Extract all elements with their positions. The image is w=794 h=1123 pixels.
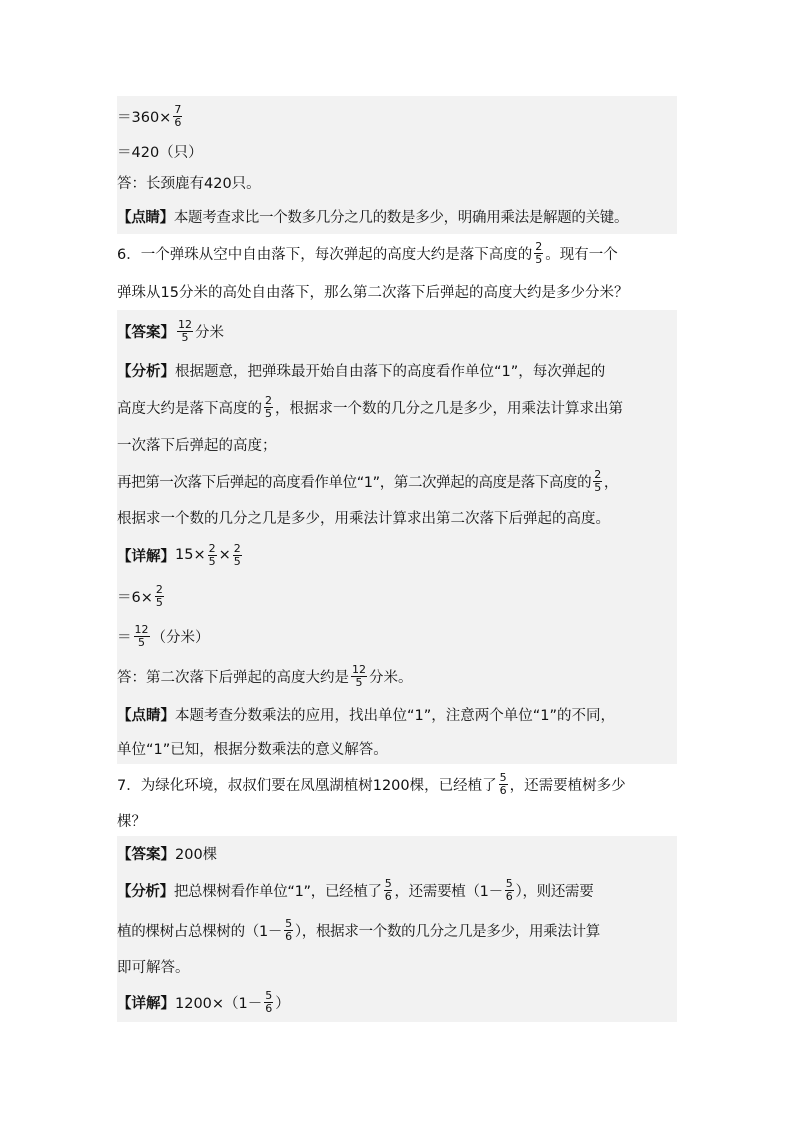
question-6-line-2: 弹珠从15分米的高处自由落下，那么第二次落下后弹起的高度大约是多少分米？: [117, 284, 629, 301]
detail-7-line-1: 【详解】 1200×（1－ $\frac{5}{6}$ ）: [117, 982, 677, 1022]
fraction: $\frac{5}{6}$: [505, 876, 513, 903]
comment-line: 【点睛】 本题考查求比一个数多几分之几的数是多少，明确用乘法是解题的关键。: [117, 198, 677, 234]
fraction: $\frac{5}{6}$: [499, 770, 507, 797]
document-body: [117, 96, 677, 1022]
analysis-6-line-5: 根据求一个数的几分之几是多少，用乘法计算求出第二次落下后弹起的高度。: [117, 500, 677, 534]
fraction: $\frac{5}{6}$: [384, 876, 392, 903]
fraction: $\frac{12}{5}$: [352, 662, 366, 689]
analysis-6-line-4: 再把第一次落下后弹起的高度看作单位“1”，第二次弹起的高度是落下高度的 $\frac{2}{5}$ ，: [117, 462, 677, 500]
fraction: $\frac{5}{6}$: [285, 916, 292, 943]
fraction: $\frac{2}{5}$: [265, 393, 272, 420]
calc-line: [117, 96, 677, 136]
question-7-line-2: 棵？: [117, 813, 146, 830]
detail-6-line-2: ＝6× $\frac{2}{5}$: [117, 576, 677, 616]
fraction: $\frac{2}{5}$: [535, 239, 543, 266]
comment-6-line-2: 单位“1”已知，根据分数乘法的意义解答。: [117, 732, 677, 764]
answer-7: 【答案】 200棵: [117, 836, 677, 870]
question-7-line-1: 7．为绿化环境，叔叔们要在凤凰湖植树1200棵，已经植了 $\frac{5}{6}$ ，还需要植树多少: [117, 770, 626, 797]
fraction: $\frac{12}{5}$: [134, 622, 149, 649]
analysis-6-line-2: 高度大约是落下高度的 $\frac{2}{5}$ ，根据求一个数的几分之几是多少，用乘法计算求出第: [117, 388, 677, 426]
analysis-7-line-3: 即可解答。: [117, 950, 677, 982]
detail-6-line-1: 【详解】 15× $\frac{2}{5}$ × $\frac{2}{5}$: [117, 534, 677, 576]
fraction: $\frac{5}{6}$: [265, 988, 273, 1015]
fraction: $\frac{2}{5}$: [233, 541, 241, 568]
calc-text: ＝360×: [117, 109, 172, 126]
analysis-7-line-2: 植的棵树占总棵树的（1－ $\frac{5}{6}$ ），根据求一个数的几分之几是多少，用乘法计算: [117, 910, 677, 950]
answer-line: 答：长颈鹿有420只。: [117, 166, 677, 198]
question-6-line-1: 6．一个弹珠从空中自由落下，每次弹起的高度大约是落下高度的 $\frac{2}{5}$ 。现有一个: [117, 239, 618, 266]
analysis-6-line-3: 一次落下后弹起的高度；: [117, 426, 677, 462]
detail-6-answer: 答：第二次落下后弹起的高度大约是 $\frac{12}{5}$ 分米。: [117, 656, 677, 696]
calc-line: ＝420（只）: [117, 136, 677, 166]
comment-6-line-1: 【点睛】 本题考查分数乘法的应用，找出单位“1”，注意两个单位“1”的不同，: [117, 696, 677, 732]
answer-6: 【答案】 $\frac{12}{5}$ 分米: [117, 310, 677, 352]
detail-6-line-3: ＝ $\frac{12}{5}$ （分米）: [117, 616, 677, 656]
fraction: $\frac{2}{5}$: [594, 467, 601, 494]
fraction: $\frac{2}{5}$: [155, 582, 163, 609]
fraction: $\frac{2}{5}$: [208, 541, 216, 568]
fraction: $\frac{12}{5}$: [178, 317, 192, 344]
fraction: $\frac{7}{6}$: [174, 102, 182, 129]
analysis-6-line-1: 【分析】 根据题意，把弹珠最开始自由落下的高度看作单位“1”，每次弹起的: [117, 352, 677, 388]
analysis-7-line-1: 【分析】 把总棵树看作单位“1”，已经植了 $\frac{5}{6}$ ，还需要植（1－ $\frac{5}{6}$ ），则还需要: [117, 870, 677, 910]
